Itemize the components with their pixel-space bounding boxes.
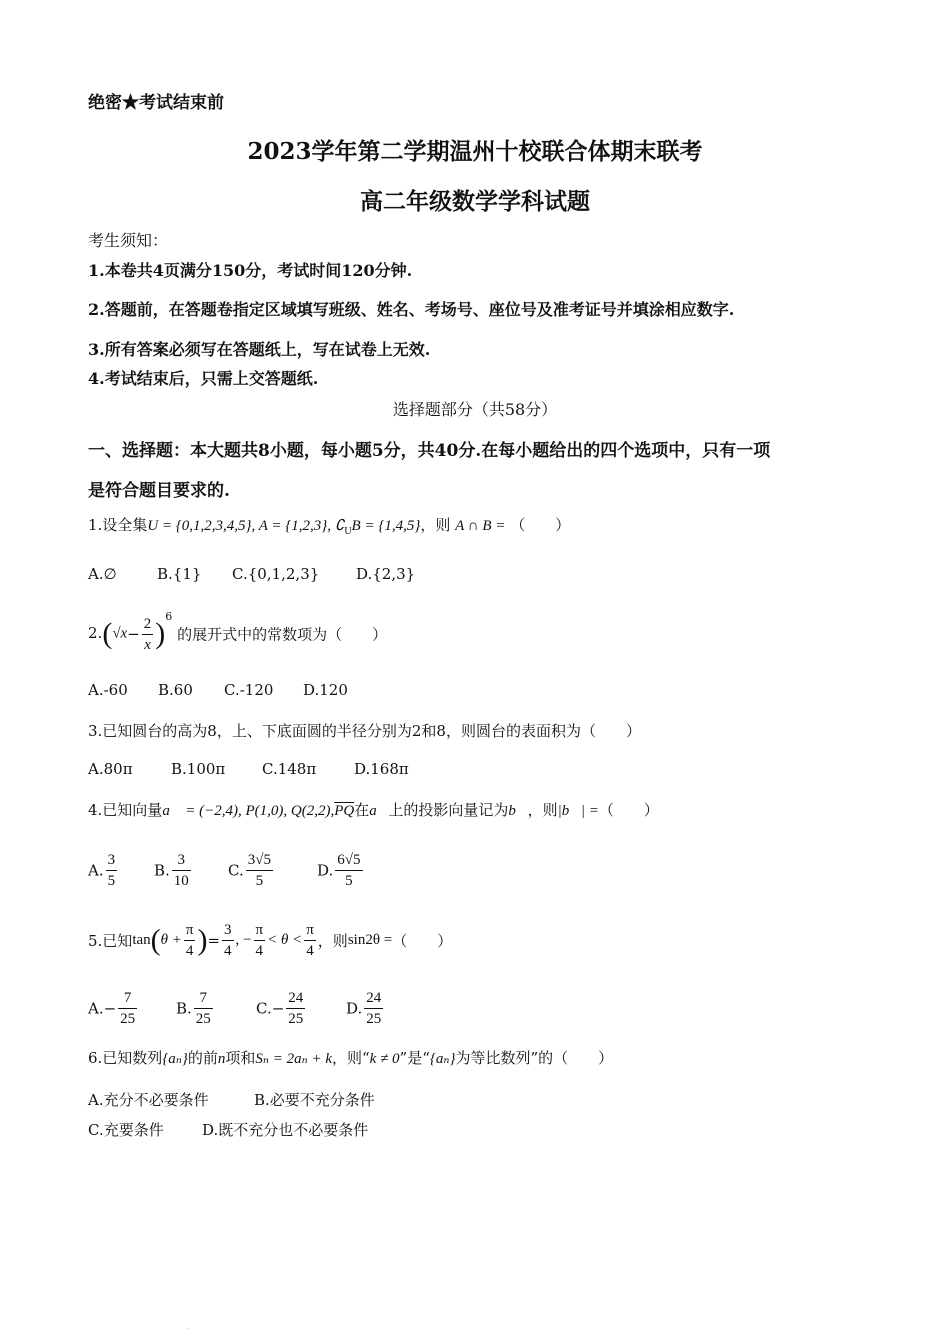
confidential-label: 绝密★考试结束前 xyxy=(88,93,224,113)
q2-text: 的展开式中的常数项为（ ） xyxy=(177,625,388,644)
q4-a-den: 5 xyxy=(107,873,116,889)
page-mark: · xyxy=(188,1326,190,1333)
q5-b-den: 25 xyxy=(195,1011,211,1027)
q4-option-a xyxy=(88,850,119,891)
q1-complement-sub: U xyxy=(344,526,352,537)
q1-paren: （ ） xyxy=(510,516,571,534)
q5-four: 4 xyxy=(185,943,194,959)
q4-abs-b: |b⃗| = xyxy=(557,803,599,819)
q4-mid3: ，则 xyxy=(527,801,558,819)
q2-option-b: B.60 xyxy=(158,681,193,699)
q6-mid5: 为等比数列”的（ ） xyxy=(455,1049,614,1067)
q5-pi: π xyxy=(184,920,196,941)
question-3: 3.已知圆台的高为8，上、下底面圆的半径分别为2和8，则圆台的表面积为（ ） xyxy=(88,722,641,740)
notice-item: 2.答题前，在答题卷指定区域填写班级、姓名、考场号、座位号及准考证号并填涂相应数字. xyxy=(88,300,735,319)
q6-option-a: A.充分不必要条件 xyxy=(88,1091,209,1109)
q5-cond-lt: < θ < xyxy=(267,932,303,948)
q2-rparen: ) xyxy=(155,617,166,650)
q5-prefix: 5.已知 xyxy=(88,932,133,950)
q1-option-c: C.{0,1,2,3} xyxy=(232,565,320,583)
q5-upper-bound xyxy=(304,920,316,961)
notice-item: 1.本卷共4页满分150分，考试时间120分钟. xyxy=(88,261,413,280)
part-instruction-line1: 一、选择题：本大题共8小题，每小题5分，共40分.在每小题给出的四个选项中，只有一项 xyxy=(88,441,771,461)
q1-mid: ，则 xyxy=(420,516,451,534)
q6-option-b: B.必要不充分条件 xyxy=(254,1091,375,1109)
q5-b-num: 7 xyxy=(194,988,213,1009)
q2-root: √x xyxy=(112,625,128,642)
question-1 xyxy=(88,514,570,537)
q4-b-vector: b⃗ xyxy=(508,803,528,819)
q5-upper-four: 4 xyxy=(306,943,314,959)
q6-sequence: {aₙ} xyxy=(162,1051,188,1067)
q2-exponent: 6 xyxy=(165,610,173,623)
q5-b-fraction xyxy=(194,988,213,1029)
q5-value-den: 4 xyxy=(224,943,232,959)
q6-n: n xyxy=(217,1051,226,1067)
q5-tan: tan xyxy=(132,932,151,948)
q3-option-d: D.168π xyxy=(354,760,409,778)
question-4 xyxy=(88,799,659,820)
notice-item: 3.所有答案必须写在答题纸上，写在试卷上无效. xyxy=(88,340,431,359)
q4-d-den: 5 xyxy=(345,873,353,889)
q6-mid3: ，则“ xyxy=(331,1049,370,1067)
q2-option-c: C.-120 xyxy=(224,681,274,699)
q5-d-label: D. xyxy=(346,999,363,1018)
q5-upper-pi: π xyxy=(304,920,316,941)
q2-lparen: ( xyxy=(102,617,113,650)
q5-d-num: 24 xyxy=(364,988,383,1009)
q5-sin: sin2θ = xyxy=(347,932,393,948)
q4-c-label: C. xyxy=(228,861,244,880)
q4-d-num: 6√5 xyxy=(335,850,362,871)
q3-option-a: A.80π xyxy=(88,760,133,778)
q4-pq-vector: $\overline{PQ}$ xyxy=(334,803,355,819)
q6-prefix: 6.已知数列 xyxy=(88,1049,163,1067)
q5-rparen: ) xyxy=(197,923,208,957)
q5-paren: （ ） xyxy=(392,932,453,950)
q4-mid1: 在 xyxy=(354,801,370,819)
q4-b-num: 3 xyxy=(172,850,191,871)
q2-option-d: D.120 xyxy=(303,681,348,699)
question-5 xyxy=(88,920,452,961)
q4-c-fraction xyxy=(246,850,273,891)
q2-option-a: A.-60 xyxy=(88,681,128,699)
q4-a-fraction xyxy=(106,850,118,891)
q5-lower-pi: π xyxy=(254,920,266,941)
q4-option-b xyxy=(154,850,193,891)
q2-frac-den: x xyxy=(144,636,151,653)
q5-lparen: ( xyxy=(150,923,161,957)
q1-set-b: B = {1,4,5} xyxy=(351,518,421,534)
q4-a-num: 3 xyxy=(106,850,118,871)
q3-option-b: B.100π xyxy=(171,760,226,778)
q4-d-fraction xyxy=(335,850,362,891)
question-6 xyxy=(88,1047,613,1068)
notice-item: 4.考试结束后，只需上交答题纸. xyxy=(88,369,319,388)
q2-fraction xyxy=(142,614,154,655)
q5-pi-over-4 xyxy=(184,920,196,961)
question-2 xyxy=(88,610,387,655)
q5-c-label: C.− xyxy=(256,999,285,1018)
q4-mid2: 上的投影向量记为 xyxy=(388,801,509,819)
q5-option-d xyxy=(346,988,385,1029)
q4-option-d xyxy=(317,850,365,891)
q5-mid: ，则 xyxy=(317,932,348,950)
q5-theta-plus: θ + xyxy=(160,932,182,948)
q6-sum-formula: Sₙ = 2aₙ + k xyxy=(255,1051,332,1067)
q1-sets: U = {0,1,2,3,4,5}, A = {1,2,3}, ∁ xyxy=(147,518,345,534)
q4-option-c xyxy=(228,850,275,891)
q5-value-fraction xyxy=(222,920,234,961)
q5-a-num: 7 xyxy=(118,988,137,1009)
q5-cond-mid: , − xyxy=(235,932,252,948)
q1-expr: A ∩ B = xyxy=(455,518,506,534)
q5-option-b xyxy=(176,988,215,1029)
q5-a-fraction xyxy=(118,988,137,1029)
q6-k-condition: k ≠ 0 xyxy=(369,1051,400,1067)
q5-c-num: 24 xyxy=(286,988,305,1009)
q4-a-vector: a⃗ xyxy=(369,803,389,819)
q6-option-d: D.既不充分也不必要条件 xyxy=(202,1121,369,1139)
q4-b-fraction xyxy=(172,850,191,891)
q3-option-c: C.148π xyxy=(262,760,317,778)
exam-title: 2023学年第二学期温州十校联合体期末联考 xyxy=(247,138,703,165)
q5-option-a xyxy=(88,988,139,1029)
q4-c-num: 3√5 xyxy=(246,850,273,871)
q5-a-label: A.− xyxy=(88,999,117,1018)
q5-value-num: 3 xyxy=(222,920,234,941)
q4-d-label: D. xyxy=(317,861,334,880)
section-title: 选择题部分（共58分） xyxy=(392,400,558,419)
q2-frac-num: 2 xyxy=(142,614,154,635)
q4-b-label: B. xyxy=(154,861,170,880)
q4-b-den: 10 xyxy=(173,873,189,889)
q5-d-fraction xyxy=(364,988,383,1029)
q2-minus: − xyxy=(127,625,140,643)
q1-option-b: B.{1} xyxy=(157,565,202,583)
q6-mid1: 的前 xyxy=(187,1049,218,1067)
q6-mid2: 项和 xyxy=(225,1049,256,1067)
q1-option-a: A.∅ xyxy=(88,565,117,583)
q1-prefix: 1.设全集 xyxy=(88,516,148,534)
q5-lower-four: 4 xyxy=(255,943,264,959)
q4-paren: （ ） xyxy=(598,801,659,819)
notice-heading: 考生须知： xyxy=(88,231,169,250)
q6-option-c: C.充要条件 xyxy=(88,1121,164,1139)
q5-d-den: 25 xyxy=(366,1011,382,1027)
part-instruction-line2: 是符合题目要求的. xyxy=(88,481,230,501)
q4-c-den: 5 xyxy=(255,873,264,889)
q4-vector-expr: a⃗ = (−2,4), P(1,0), Q(2,2), xyxy=(162,803,335,819)
q4-a-label: A. xyxy=(88,861,104,880)
q5-c-fraction xyxy=(286,988,305,1029)
q6-sequence-2: {aₙ} xyxy=(429,1051,456,1067)
q5-c-den: 25 xyxy=(288,1011,304,1027)
q6-mid4: ”是“ xyxy=(399,1049,430,1067)
q2-prefix: 2. xyxy=(88,624,103,642)
q5-b-label: B. xyxy=(176,999,192,1018)
q5-a-den: 25 xyxy=(120,1011,136,1027)
q5-option-c xyxy=(256,988,307,1029)
exam-subtitle: 高二年级数学学科试题 xyxy=(360,188,590,215)
q1-option-d: D.{2,3} xyxy=(356,565,416,583)
q4-prefix: 4.已知向量 xyxy=(88,801,163,819)
q5-lower-bound xyxy=(254,920,266,961)
q5-eq: = xyxy=(207,931,221,950)
